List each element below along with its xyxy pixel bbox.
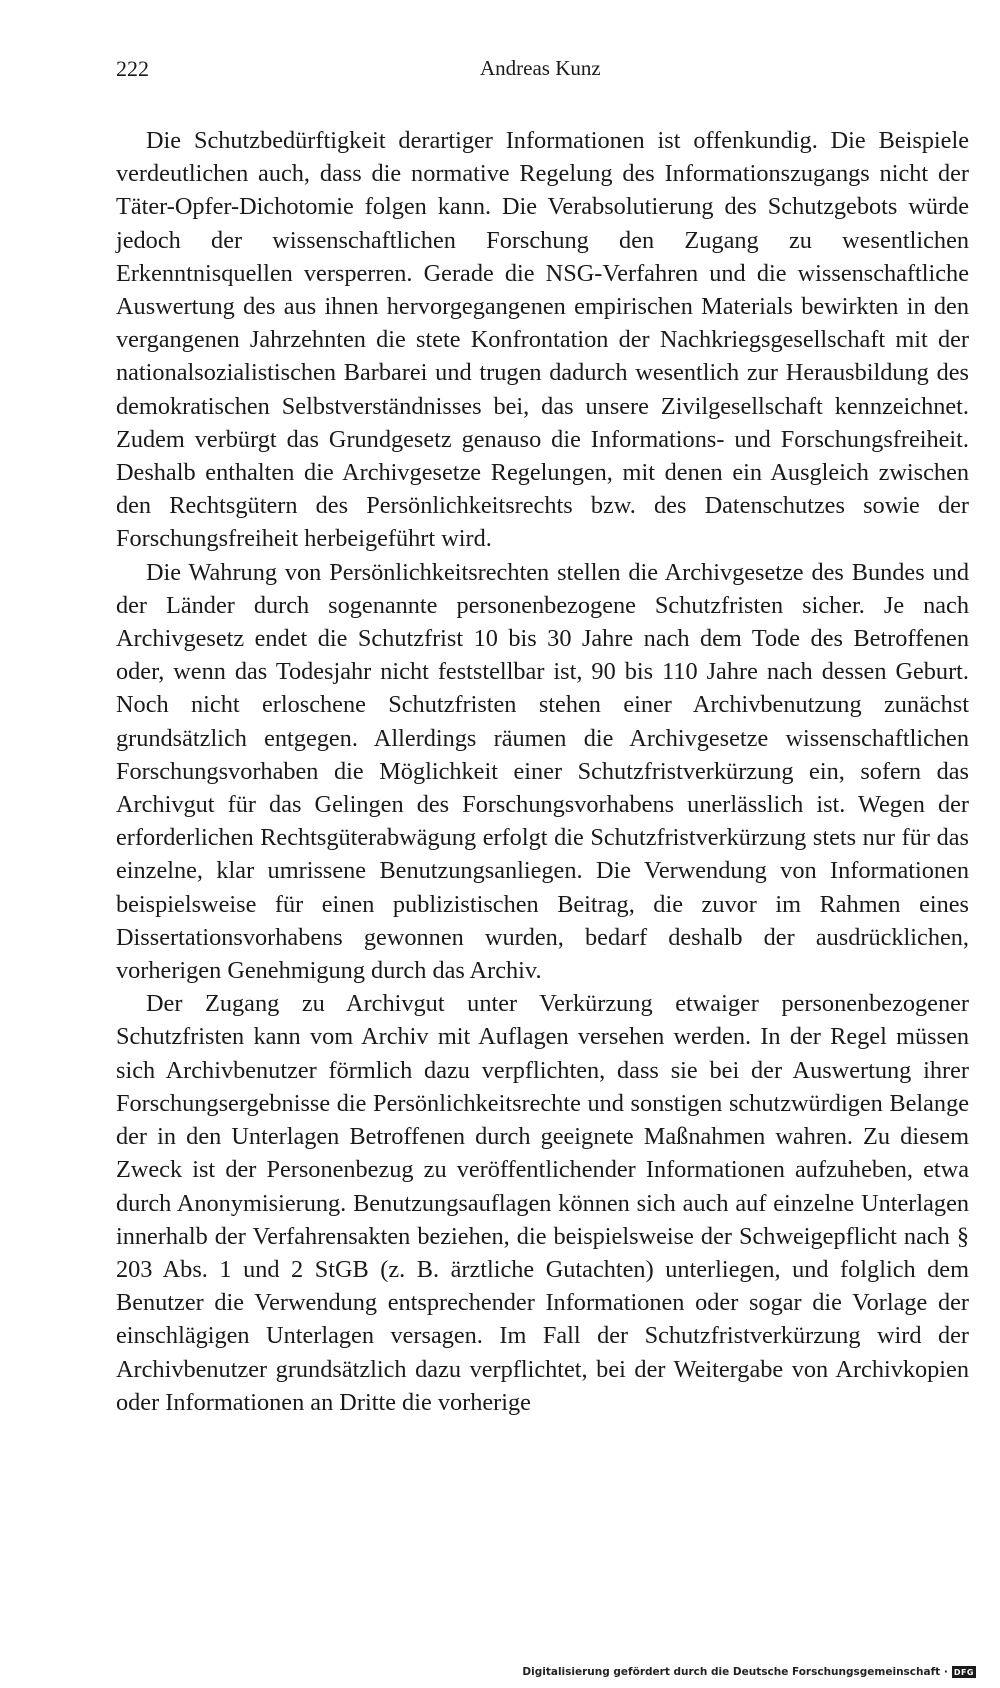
footer-credit-text: Digitalisierung gefördert durch die Deutsche Forschungsgemeinschaft · (522, 1666, 948, 1678)
digitization-footer (522, 1666, 976, 1678)
page-number: 222 (116, 56, 149, 81)
paragraph: Die Wahrung von Persönlichkeitsrechten stellen die Archivgesetze des Bundes und der Länder durch sogenannte personenbezogene Schutzfristen sicher. Je nach Archivgesetz endet die Schutzfrist 10 bis 30 Jahre nach dem Tode des Betroffenen oder, wenn das Todesjahr nicht feststellbar ist, 90 bis 110 Jahre nach dessen Geburt. Noch nicht erloschene Schutzfristen stehen einer Archivbenutzung zunächst grundsätzlich entgegen. Allerdings räumen die Archivgesetze wissenschaftlichen Forschungsvorhaben die Möglichkeit einer Schutzfristverkürzung ein, sofern das Archivgut für das Gelingen des Forschungsvorhabens unerlässlich ist. Wegen der erforderlichen Rechtsgüterabwägung erfolgt die Schutzfristverkürzung stets nur für das einzelne, klar umrissene Benutzungsanliegen. Die Verwendung von Informationen beispielsweise für einen publizistischen Beitrag, die zuvor im Rahmen eines Dissertationsvorhabens gewonnen wurden, bedarf deshalb der ausdrücklichen, vorherigen Genehmigung durch das Archiv. (116, 558, 969, 985)
body-text (116, 124, 969, 1419)
running-head-author: Andreas Kunz (480, 56, 601, 80)
paragraph: Der Zugang zu Archivgut unter Verkürzung etwaiger personenbezogener Schutzfristen kann vom Archiv mit Auflagen versehen werden. In der Regel müssen sich Archivbenutzer förmlich dazu verpflichten, dass sie bei der Auswertung ihrer Forschungsergebnisse die Persönlichkeitsrechte und sonstigen schutzwürdigen Belange der in den Unterlagen Betroffenen durch geeignete Maßnahmen wahren. Zu diesem Zweck ist der Personenbezug zu veröffentlichender Informationen aufzuheben, etwa durch Anonymisierung. Benutzungsauflagen können sich auch auf einzelne Unterlagen innerhalb der Verfahrensakten beziehen, die beispielsweise der Schweigepflicht nach § 203 Abs. 1 und 2 StGB (z. B. ärztliche Gutachten) unterliegen, und folglich dem Benutzer die Verwendung entsprechender Informationen oder sogar die Vorlage der einschlägigen Unterlagen versagen. Im Fall der Schutzfristverkürzung wird der Archivbenutzer grundsätzlich dazu verpflichtet, bei der Weitergabe von Archivkopien oder Informationen an Dritte die vorherige (116, 990, 969, 1416)
page-header (116, 56, 934, 86)
paragraph: Die Schutzbedürftigkeit derartiger Informationen ist offenkundig. Die Beispiele verdeutlichen auch, dass die normative Regelung des Informationszugangs nicht der Täter-Opfer-Dichotomie folgen kann. Die Verabsolutierung des Schutzgebots würde jedoch der wissenschaftlichen Forschung den Zugang zu wesentlichen Erkenntnisquellen versperren. Gerade die NSG-Verfahren und die wissenschaftliche Auswertung des aus ihnen hervorgegangenen empirischen Materials bewirkten in den vergangenen Jahrzehnten die stete Konfrontation der Nachkriegsgesellschaft mit der nationalsozialistischen Barbarei und trugen dadurch wesentlich zur Herausbildung des demokratischen Selbstverständnisses bei, das unsere Zivilgesellschaft kennzeichnet. Zudem verbürgt das Grundgesetz genauso die Informations- und Forschungsfreiheit. Deshalb enthalten die Archivgesetze Regelungen, mit denen ein Ausgleich zwischen den Rechtsgütern des Persönlichkeitsrechts bzw. des Datenschutzes sowie der Forschungsfreiheit herbeigeführt wird. (116, 127, 969, 553)
dfg-logo: DFG (953, 1667, 974, 1677)
